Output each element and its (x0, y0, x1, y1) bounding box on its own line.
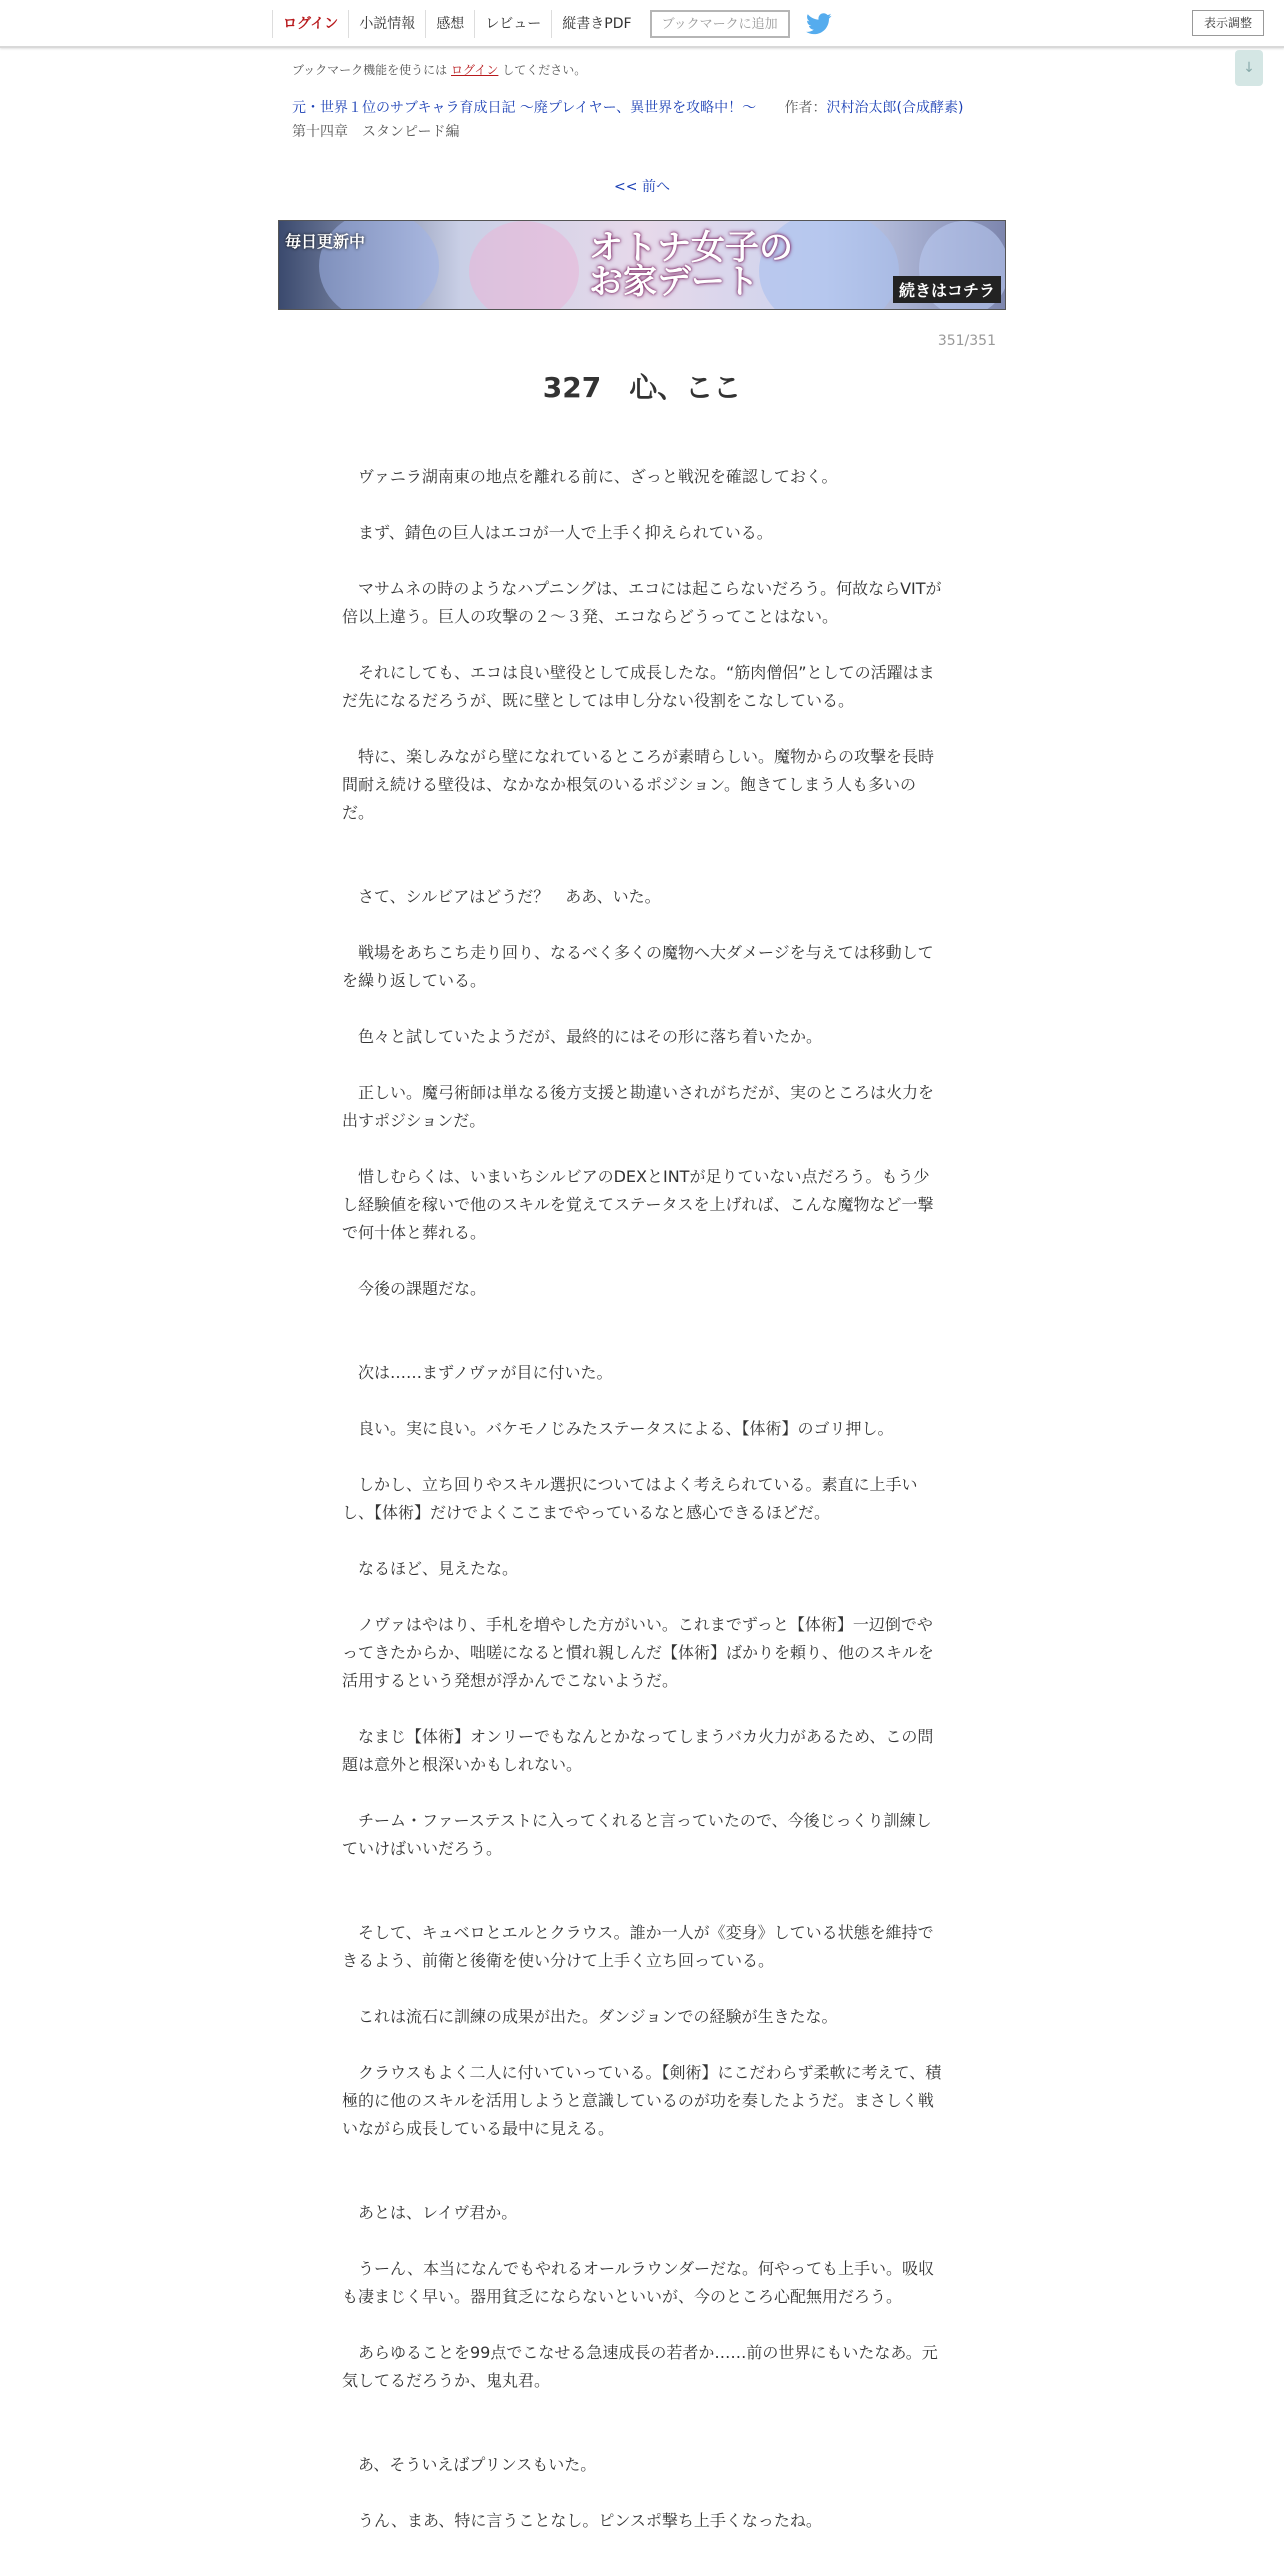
series-info (292, 97, 963, 117)
body-paragraph: さて、シルビアはどうだ？ ああ、いた。 (342, 887, 661, 906)
body-paragraph (342, 1975, 942, 2003)
banner-main-title (589, 228, 793, 302)
novel-body (342, 463, 942, 2535)
body-paragraph (342, 1863, 942, 1891)
body-paragraph (342, 1247, 942, 1275)
banner-title-line-1: オトナ女子の (589, 228, 793, 268)
body-paragraph (342, 2311, 942, 2339)
body-paragraph: なまじ【体術】オンリーでもなんとかなってしまうバカ火力があるため、この問題は意外と根深いかもしれない。 (342, 1727, 934, 1774)
top-navigation-bar (0, 0, 1284, 48)
body-paragraph (342, 1527, 942, 1555)
body-paragraph (342, 2479, 942, 2507)
body-paragraph: うん、まあ、特に言うことなし。ピンスポ撃ち上手くなったね。 (342, 2511, 822, 2530)
bookmark-login-notice (292, 61, 586, 78)
notice-login-link[interactable]: ログイン (451, 63, 499, 77)
notice-text-before: ブックマーク機能を使うには (292, 63, 448, 77)
display-settings-button[interactable]: 表示調整 (1192, 10, 1264, 36)
banner-title-line-2: お家デート (589, 262, 759, 302)
main-nav (272, 10, 832, 38)
body-paragraph (342, 1443, 942, 1471)
body-paragraph: しかし、立ち回りやスキル選択についてはよく考えられている。素直に上手いし、【体術】だけでよくここまでやっているなと感心できるほどだ。 (342, 1475, 918, 1522)
body-paragraph (342, 715, 942, 743)
body-paragraph (342, 2143, 942, 2171)
body-paragraph (342, 631, 942, 659)
nav-login-link[interactable]: ログイン (272, 10, 348, 38)
body-paragraph: ノヴァはやはり、手札を増やした方がいい。これまでずっと【体術】一辺倒でやってきたからか、咄嗟になると慣れ親しんだ【体術】ばかりを頼り、他のスキルを活用するという発想が浮かんでこないようだ。 (342, 1615, 934, 1690)
ad-banner[interactable] (278, 220, 1006, 310)
body-paragraph (342, 2171, 942, 2199)
body-paragraph: 戦場をあちこち走り回り、なるべく多くの魔物へ大ダメージを与えては移動してを繰り返している。 (342, 943, 934, 990)
body-paragraph: これは流石に訓練の成果が出た。ダンジョンでの経験が生きたな。 (342, 2007, 838, 2026)
body-paragraph (342, 1695, 942, 1723)
body-paragraph (342, 1387, 942, 1415)
nav-novel-info-link[interactable]: 小説情報 (348, 10, 425, 38)
notice-text-after: してください。 (502, 63, 587, 77)
body-paragraph (342, 547, 942, 575)
body-paragraph: マサムネの時のようなハプニングは、エコには起こらないだろう。何故ならVITが倍以上違う。巨人の攻撃の２～３発、エコならどうってことはない。 (342, 579, 942, 626)
banner-left-text: 毎日更新中 (285, 232, 366, 251)
body-paragraph (342, 855, 942, 883)
body-paragraph: ヴァニラ湖南東の地点を離れる前に、ざっと戦況を確認しておく。 (342, 467, 838, 486)
body-paragraph (342, 491, 942, 519)
body-paragraph: あ、そういえばプリンスもいた。 (342, 2455, 597, 2474)
episode-title: 327 心、ここ (542, 371, 742, 404)
body-paragraph (342, 2423, 942, 2451)
body-paragraph (342, 911, 942, 939)
body-paragraph: 惜しむらくは、いまいちシルビアのDEXとINTが足りていない点だろう。もう少し経験値を稼いで他のスキルを覚えてステータスを上げれば、こんな魔物など一撃で何十体と葬れる。 (342, 1167, 934, 1242)
nav-review-link[interactable]: レビュー (474, 10, 551, 38)
body-paragraph: 特に、楽しみながら壁になれているところが素晴らしい。魔物からの攻撃を長時間耐え続ける壁役は、なかなか根気のいるポジション。飽きてしまう人も多いのだ。 (342, 747, 935, 822)
body-paragraph (342, 2031, 942, 2059)
author-label: 作者： (784, 100, 827, 116)
banner-character-art (469, 221, 579, 310)
body-paragraph: 今後の課題だな。 (342, 1279, 487, 1298)
body-paragraph: うーん、本当になんでもやれるオールラウンダーだな。何やっても上手い。吸収も凄まじく早い。器用貧乏にならないといいが、今のところ心配無用だろう。 (342, 2259, 935, 2306)
body-paragraph: なるほど、見えたな。 (342, 1559, 519, 1578)
body-paragraph: 色々と試していたようだが、最終的にはその形に落ち着いたか。 (342, 1027, 823, 1046)
body-paragraph (342, 2227, 942, 2255)
body-paragraph (342, 827, 942, 855)
scroll-down-button[interactable]: ↓ (1235, 50, 1263, 86)
body-paragraph: あとは、レイヴ君か。 (342, 2203, 518, 2222)
author-link[interactable]: 沢村治太郎(合成酵素) (826, 100, 964, 116)
add-bookmark-button[interactable]: ブックマークに追加 (650, 10, 790, 38)
body-paragraph (342, 1303, 942, 1331)
banner-cta: 続きはコチラ (893, 276, 1001, 303)
body-paragraph: 正しい。魔弓術師は単なる後方支援と勘違いされがちだが、実のところは火力を出すポジションだ。 (342, 1083, 935, 1130)
series-title-link[interactable]: 元・世界１位のサブキャラ育成日記 ～廃プレイヤー、異世界を攻略中！～ (292, 100, 757, 116)
nav-impressions-link[interactable]: 感想 (425, 10, 474, 38)
page-counter: 351/351 (937, 333, 996, 349)
body-paragraph (342, 1891, 942, 1919)
body-paragraph: クラウスもよく二人に付いていっている。【剣術】にこだわらず柔軟に考えて、積極的に他のスキルを活用しようと意識しているのが功を奏したようだ。まさしく戦いながら成長している最中に見える。 (342, 2063, 942, 2138)
body-paragraph: あらゆることを99点でこなせる急速成長の若者か……前の世界にもいたなあ。元気してるだろうか、鬼丸君。 (342, 2343, 938, 2390)
twitter-bird-icon[interactable] (806, 13, 832, 35)
body-paragraph (342, 1331, 942, 1359)
body-paragraph (342, 1051, 942, 1079)
nav-vertical-pdf-link[interactable]: 縦書きPDF (551, 10, 641, 38)
body-paragraph: それにしても、エコは良い壁役として成長したな。“筋肉僧侶”としての活躍はまだ先になるだろうが、既に壁としては申し分ない役割をこなしている。 (342, 663, 935, 710)
body-paragraph: チーム・ファーステストに入ってくれると言っていたので、今後じっくり訓練していけばいいだろう。 (342, 1811, 932, 1858)
body-paragraph (342, 2395, 942, 2423)
body-paragraph: 良い。実に良い。バケモノじみたステータスによる、【体術】のゴリ押し。 (342, 1419, 894, 1438)
body-paragraph (342, 1779, 942, 1807)
previous-episode-link[interactable]: << 前へ (614, 179, 670, 195)
chapter-title: 第十四章 スタンピード編 (292, 124, 460, 140)
body-paragraph: 次は……まずノヴァが目に付いた。 (342, 1363, 613, 1382)
body-paragraph: そして、キュベロとエルとクラウス。誰か一人が《変身》している状態を維持できるよう、前衛と後衛を使い分けて上手く立ち回っている。 (342, 1923, 934, 1970)
body-paragraph (342, 1583, 942, 1611)
body-paragraph (342, 995, 942, 1023)
body-paragraph: まず、錆色の巨人はエコが一人で上手く抑えられている。 (342, 523, 773, 542)
body-paragraph (342, 1135, 942, 1163)
